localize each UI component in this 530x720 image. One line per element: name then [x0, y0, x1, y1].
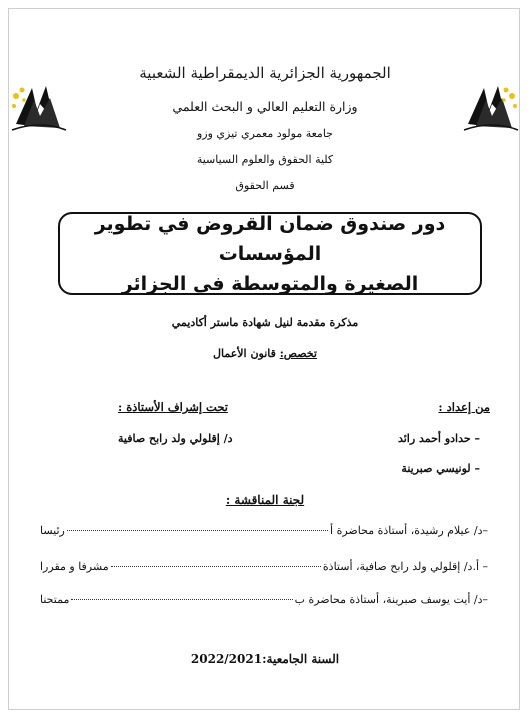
dotted-leader [111, 566, 321, 567]
university-name: جامعة مولود معمري تيزي وزو [197, 127, 333, 140]
memo-description: مذكرة مقدمة لنيل شهادة ماستر أكاديمي [171, 316, 359, 329]
thesis-title-line1: دور صندوق ضمان القروض في تطوير المؤسسات [94, 212, 446, 265]
jury-member-row [40, 524, 488, 537]
republic-heading: الجمهورية الجزائرية الديمقراطية الشعبية [139, 64, 391, 82]
academic-year-label: السنة الجامعية: [262, 652, 340, 666]
prepared-by-label: من إعداد : [438, 400, 490, 414]
ministry-heading: وزارة التعليم العالي و البحث العلمي [172, 99, 358, 114]
supervision-label: تحت إشراف الأستاذة : [118, 400, 228, 414]
specialty-value: قانون الأعمال [213, 347, 276, 360]
student-1: – حدادو أحمد رائد [397, 432, 480, 445]
jury-member-row [40, 593, 488, 606]
jury-member-name: –د/ أيت يوسف صبرينة، أستاذة محاضرة ب [294, 593, 488, 606]
jury-member-role: مشرفا و مقررا [40, 560, 109, 573]
academic-year-line [0, 652, 530, 666]
thesis-title-line2: الصغيرة والمتوسطة في الجزائر [121, 272, 419, 295]
thesis-title-box [58, 212, 482, 295]
faculty-name: كلية الحقوق والعلوم السياسية [196, 153, 334, 166]
jury-member-role: رئيسا [40, 524, 65, 537]
student-2: – لونيسي صبرينة [401, 462, 480, 475]
jury-member-role: ممتحنا [40, 593, 70, 606]
specialty-label: تخصص: [279, 347, 317, 360]
specialty-line [0, 347, 530, 360]
jury-member-row [40, 560, 488, 573]
supervisor-name: د/ إقلولي ولد رابح صافية [118, 432, 233, 445]
dotted-leader [71, 599, 292, 600]
department-name: قسم الحقوق [235, 179, 295, 192]
dotted-leader [67, 530, 328, 531]
jury-member-name: – أ.د/ إقلولي ولد رابح صافية، أستاذة [322, 560, 488, 573]
jury-title: لجنة المناقشة : [225, 493, 305, 507]
academic-year-value: 2022/2021 [190, 652, 263, 666]
jury-member-name: –د/ عيلام رشيدة، أستاذة محاضرة أ [330, 524, 488, 537]
